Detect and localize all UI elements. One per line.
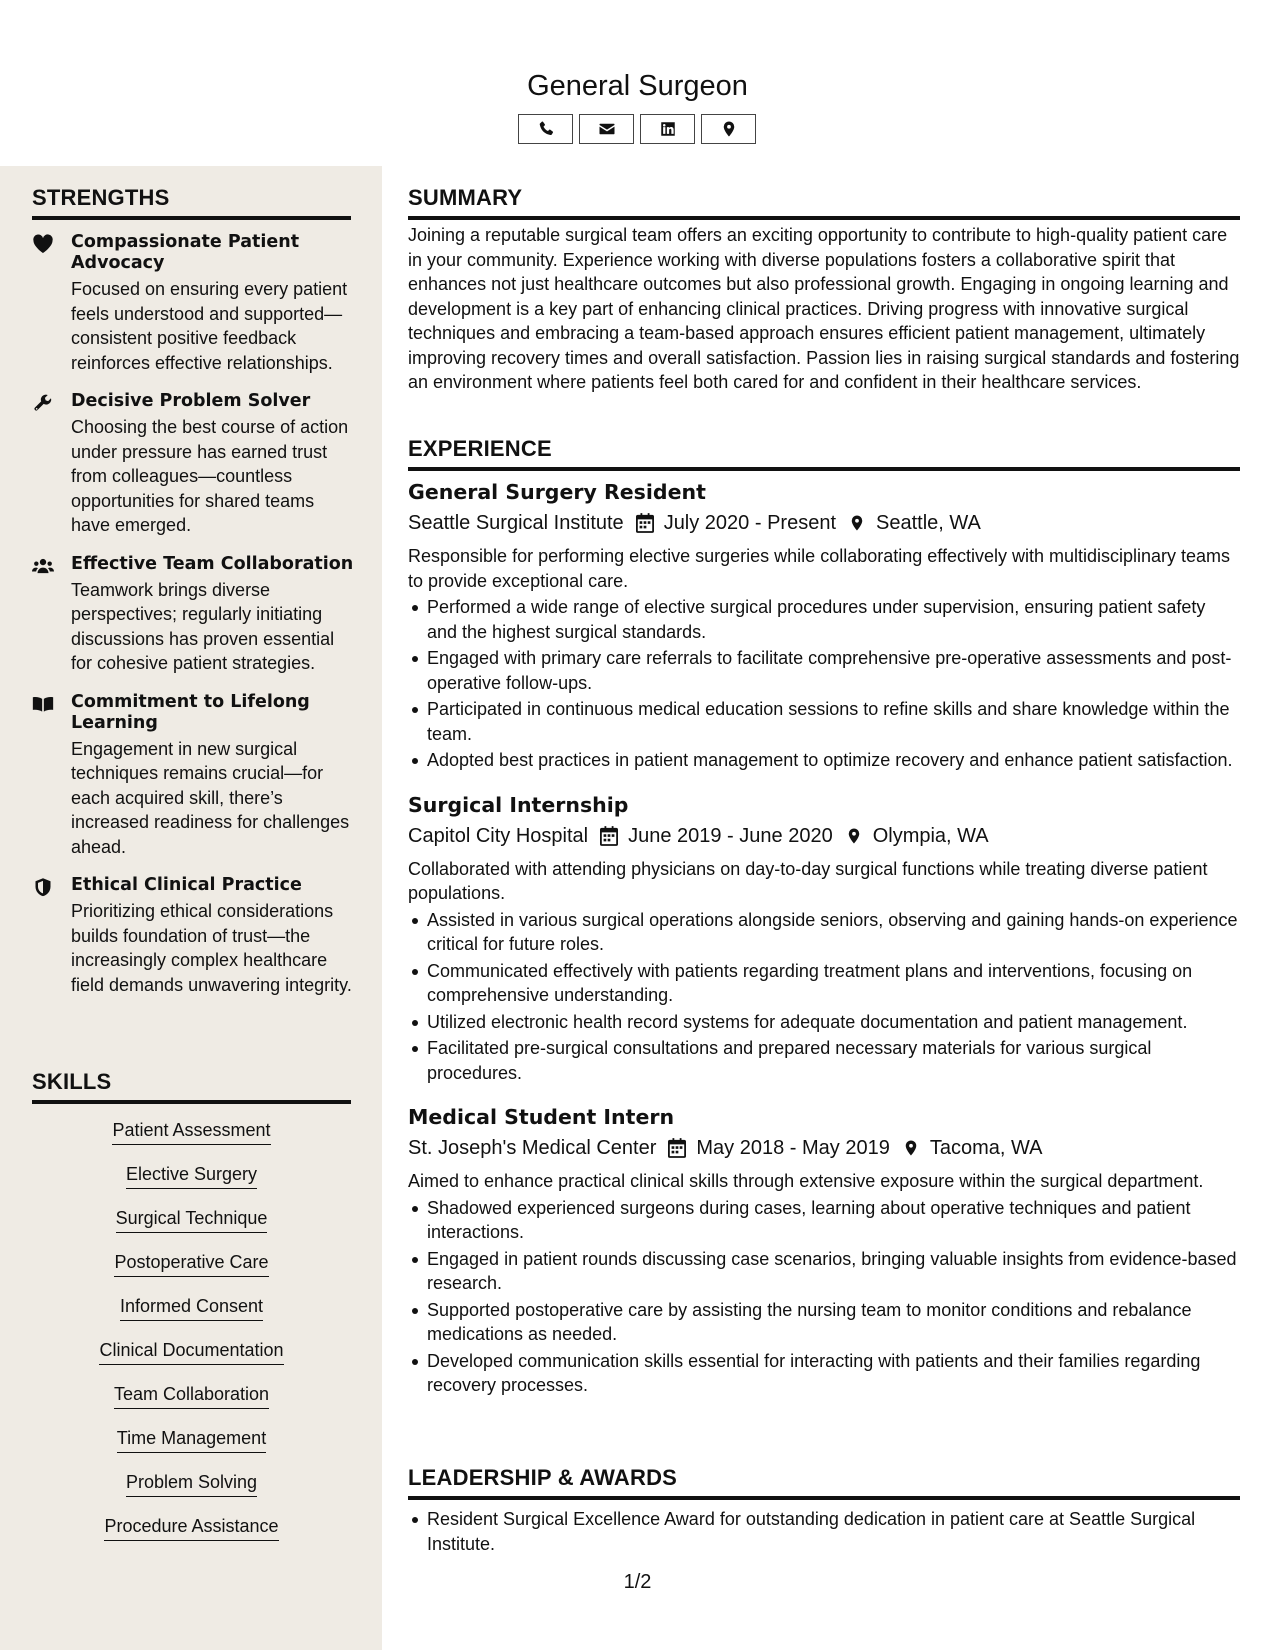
strength-title: Effective Team Collaboration [71,553,354,574]
list-item: Adopted best practices in patient management to optimize recovery and enhance patient satisfaction. [408,748,1240,773]
book-icon [32,694,54,714]
strength-item [32,554,354,676]
strengths-heading: STRENGTHS [32,185,351,220]
job-company: St. Joseph's Medical Center [408,1137,657,1159]
job-title: Surgical Internship [408,792,629,817]
strength-item [32,875,354,997]
list-item: Supported postoperative care by assisting the nursing team to monitor conditions and rebalance medications as needed. [408,1298,1240,1347]
strength-title: Decisive Problem Solver [71,391,311,411]
strength-title: Commitment to Lifelong Learning [71,691,310,733]
job-description: Aimed to enhance practical clinical skills through extensive exposure within the surgical department. [408,1171,1204,1191]
skill-tag: Clinical Documentation [99,1338,283,1365]
strengths-list [32,232,354,1013]
location-icon [902,1138,920,1158]
list-item: Utilized electronic health record systems for adequate documentation and patient management. [408,1010,1240,1035]
strength-title: Compassionate Patient Advocacy [71,232,300,273]
job-meta [408,509,1240,537]
resume-header [0,0,1275,166]
list-item: Engaged in patient rounds discussing case scenarios, bringing valuable insights from evidence-based research. [408,1247,1240,1296]
summary-heading: SUMMARY [408,185,1240,220]
job-dates: June 2019 - June 2020 [628,824,833,847]
strength-title: Ethical Clinical Practice [71,875,302,895]
skill-tag: Surgical Technique [116,1206,268,1233]
phone-icon [537,120,555,138]
job-description: Collaborated with attending physicians on day-to-day surgical functions while treating diverse patient populations. [408,858,1208,903]
calendar-icon [600,826,618,846]
calendar-icon [668,1138,686,1158]
location-button[interactable] [701,114,756,144]
skill-tag: Informed Consent [120,1294,263,1321]
awards-heading: LEADERSHIP & AWARDS [408,1465,1240,1500]
job-dates: May 2018 - May 2019 [696,1137,890,1159]
linkedin-button[interactable] [640,114,695,144]
skills-list [32,1118,351,1558]
strength-description: Teamwork brings diverse perspectives; regularly initiating discussions has proven essential for cohesive patient strategies. [71,579,335,673]
shield-icon [32,877,54,897]
page-title: General Surgeon [527,70,748,102]
skill-tag: Elective Surgery [126,1162,257,1189]
list-item: Participated in continuous medical education sessions to refine skills and share knowledge within the team. [408,697,1240,746]
job-company: Seattle Surgical Institute [408,512,624,534]
strength-description: Choosing the best course of action under pressure has earned trust from colleagues—countless opportunities for shared teams have emerged. [71,417,349,535]
strength-item [32,692,354,860]
location-icon [720,120,738,138]
skill-tag: Postoperative Care [114,1250,268,1277]
job-entry [408,791,1240,1086]
wrench-icon [32,393,54,413]
job-location: Tacoma, WA [929,1137,1043,1159]
list-item: Developed communication skills essential for interacting with patients and their families regarding recovery processes. [408,1349,1240,1398]
list-item: Performed a wide range of elective surgical procedures under supervision, ensuring patient safety and the highest surgical standards. [408,595,1240,644]
list-item: Resident Surgical Excellence Award for outstanding dedication in patient care at Seattle Surgical Institute. [408,1507,1240,1556]
email-button[interactable] [579,114,634,144]
linkedin-icon [659,120,677,138]
job-title: General Surgery Resident [408,480,706,504]
strength-description: Prioritizing ethical considerations builds foundation of trust—the increasingly complex healthcare field demands unwavering integrity. [71,901,352,995]
job-description: Responsible for performing elective surgeries while collaborating effectively with multidisciplinary teams to provide exceptional care. [408,546,1231,591]
users-icon [32,556,54,576]
strength-item [32,232,354,375]
skill-tag: Problem Solving [126,1470,257,1497]
job-title: Medical Student Intern [408,1105,675,1129]
job-company: Capitol City Hospital [408,824,589,847]
summary-text: Joining a reputable surgical team offers an exciting opportunity to contribute to high-quality patient care in your community. Experience working with diverse populations fosters a collaborative spirit that enhances not just healthcare outcomes but also professional growth. Engaging in ongoing learning and development is a key part of enhancing clinical practices. Driving progress with innovative surgical techniques and embracing a team-based approach ensures efficient patient management, ultimately improving recovery times and overall satisfaction. Passion lies in raising surgical standards and fostering an environment where patients feel both cared for and confident in their healthcare services. [408,225,1240,392]
strength-description: Focused on ensuring every patient feels understood and supported—consistent positive feedback reinforces effective relationships. [71,279,348,373]
phone-button[interactable] [518,114,573,144]
job-meta [408,1134,1240,1162]
list-item: Assisted in various surgical operations alongside seniors, observing and gaining hands-on experience critical for future roles. [408,908,1240,957]
experience-list [408,478,1240,1416]
skills-heading: SKILLS [32,1069,351,1104]
strength-description: Engagement in new surgical techniques remains crucial—for each acquired skill, there’s increased readiness for challenges ahead. [71,738,350,857]
experience-heading: EXPERIENCE [408,436,1240,471]
location-icon [845,826,863,846]
awards-list [408,1507,1240,1558]
calendar-icon [636,513,654,533]
skill-tag: Patient Assessment [112,1118,270,1145]
skill-tag: Time Management [117,1426,266,1453]
list-item: Engaged with primary care referrals to facilitate comprehensive pre-operative assessments and post-operative follow-ups. [408,646,1240,695]
list-item: Communicated effectively with patients regarding treatment plans and interventions, focusing on comprehensive understanding. [408,959,1240,1008]
job-bullets [408,908,1240,1086]
job-dates: July 2020 - Present [663,512,837,534]
job-bullets [408,1196,1240,1398]
job-location: Seattle, WA [876,512,981,534]
list-item: Shadowed experienced surgeons during cases, learning about operative techniques and patient interactions. [408,1196,1240,1245]
email-icon [598,120,616,138]
job-bullets [408,595,1240,773]
job-entry [408,478,1240,773]
job-location: Olympia, WA [872,824,989,847]
skill-tag: Procedure Assistance [104,1514,278,1541]
skill-tag: Team Collaboration [114,1382,269,1409]
sidebar [0,166,382,1650]
job-entry [408,1103,1240,1398]
strength-item [32,391,354,538]
heart-icon [32,234,54,254]
location-icon [848,513,866,533]
list-item: Facilitated pre-surgical consultations and prepared necessary materials for various surgical procedures. [408,1036,1240,1085]
page-number: 1/2 [623,1571,652,1593]
contact-icons-row [518,114,756,144]
job-meta [408,822,1240,850]
